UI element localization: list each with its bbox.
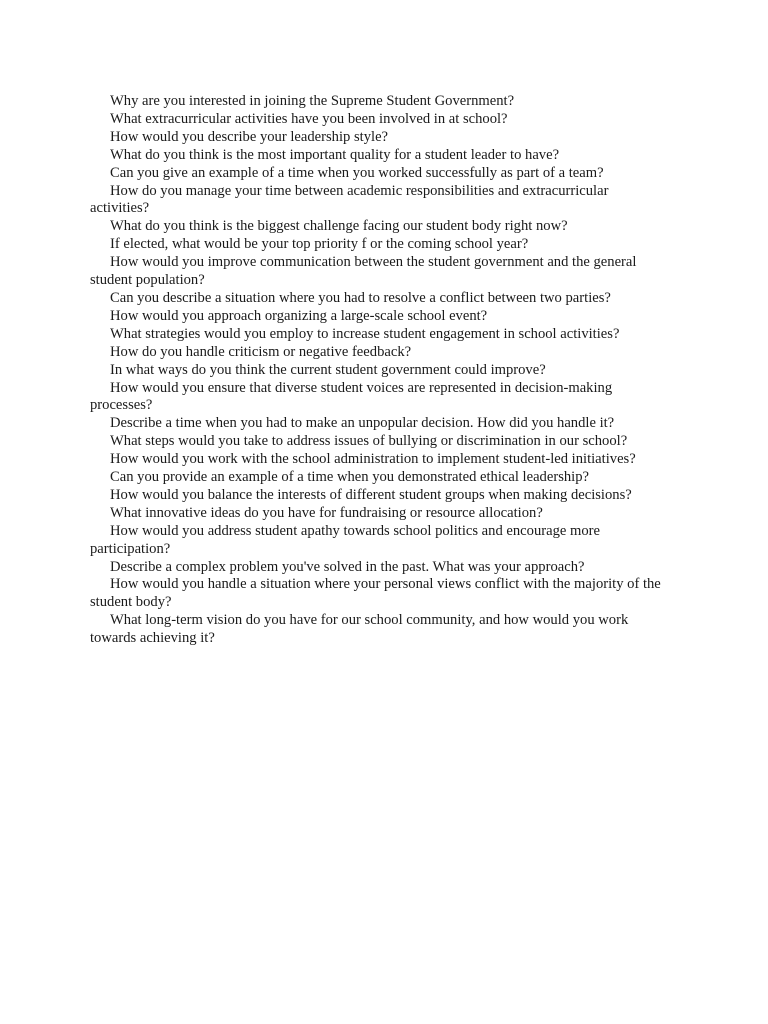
question-12: What strategies would you employ to increase student engagement in school activities? bbox=[110, 325, 620, 342]
question-11: How would you approach organizing a large-scale school event? bbox=[110, 307, 488, 324]
question-14: In what ways do you think the current student government could improve? bbox=[110, 361, 546, 378]
question-17: What steps would you take to address issues of bullying or discrimination in our school? bbox=[110, 433, 628, 450]
question-7: What do you think is the biggest challenge facing our student body right now? bbox=[110, 218, 568, 235]
question-21: What innovative ideas do you have for fundraising or resource allocation? bbox=[110, 504, 543, 521]
question-23: Describe a complex problem you've solved in the past. What was your approach? bbox=[110, 558, 585, 575]
question-25: What long-term vision do you have for our school community, and how would you work towards achieving it? bbox=[90, 612, 629, 647]
document-body bbox=[90, 93, 668, 648]
question-10: Can you describe a situation where you had to resolve a conflict between two parties? bbox=[110, 289, 611, 306]
question-20: How would you balance the interests of different student groups when making decisions? bbox=[110, 486, 632, 503]
question-24: How would you handle a situation where your personal views conflict with the majority of the student body? bbox=[90, 576, 661, 611]
question-22: How would you address student apathy towards school politics and encourage more participation? bbox=[90, 522, 600, 557]
question-15: How would you ensure that diverse student voices are represented in decision-making processes? bbox=[90, 379, 613, 414]
question-6: How do you manage your time between academic responsibilities and extracurricular activities? bbox=[90, 182, 609, 217]
question-3: How would you describe your leadership style? bbox=[110, 128, 389, 145]
question-5: Can you give an example of a time when you worked successfully as part of a team? bbox=[110, 164, 604, 181]
question-1: Why are you interested in joining the Supreme Student Government? bbox=[110, 93, 515, 109]
question-8: If elected, what would be your top priority f or the coming school year? bbox=[110, 236, 529, 253]
question-16: Describe a time when you had to make an unpopular decision. How did you handle it? bbox=[110, 415, 615, 432]
question-13: How do you handle criticism or negative feedback? bbox=[110, 343, 412, 360]
question-18: How would you work with the school administration to implement student-led initiatives? bbox=[110, 451, 636, 468]
question-4: What do you think is the most important quality for a student leader to have? bbox=[110, 146, 560, 163]
question-19: Can you provide an example of a time when you demonstrated ethical leadership? bbox=[110, 469, 589, 486]
question-9: How would you improve communication between the student government and the general student population? bbox=[90, 254, 637, 289]
question-2: What extracurricular activities have you been involved in at school? bbox=[110, 110, 508, 127]
